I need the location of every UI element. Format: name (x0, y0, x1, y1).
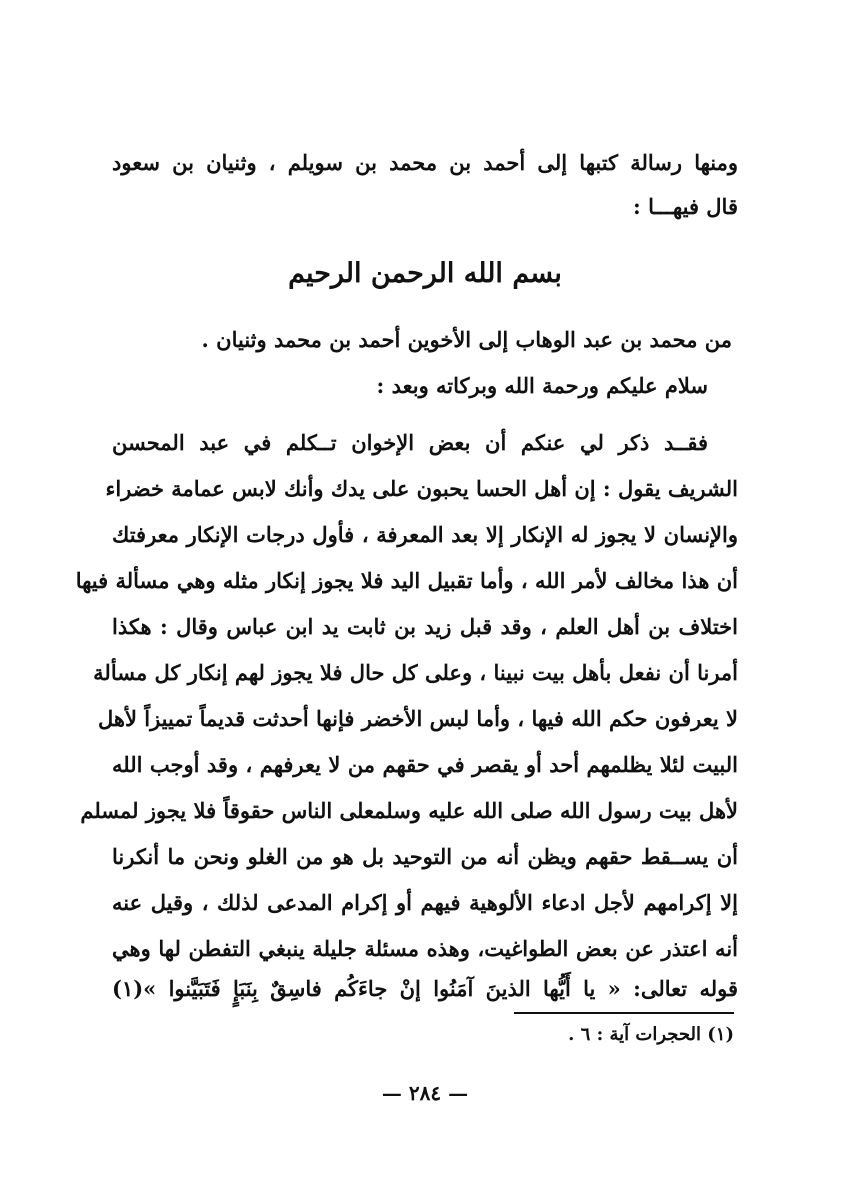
body-line-9: لأهل بيت رسول الله صلى الله عليه وسلمعلى الناس حقوقاً فلا يجوز لمسلم (80, 798, 738, 823)
body-line-3: والإنسان لا يجوز له الإنكار إلا بعد المعرفة ، فأول درجات الإنكار معرفتك (112, 522, 738, 547)
page-number: — ٢٨٤ — (381, 1081, 469, 1105)
body-line-12: أنه اعتذر عن بعض الطواغيت، وهذه مسئلة جليلة ينبغي التفطن لها وهي (112, 936, 738, 961)
intro-line-1: ومنها رسالة كتبها إلى أحمد بن محمد بن سويلم ، وثنيان بن سعود (112, 150, 738, 175)
intro-line-2: قال فيهـــا : (633, 194, 738, 219)
footnote-separator (514, 1012, 734, 1014)
body-line-10: أن يســقط حقهم ويظن أنه من التوحيد بل هو من الغلو ونحن ما أنكرنا (112, 844, 738, 869)
body-line-7: لا يعرفون حكم الله فيها ، وأما لبس الأخضر فإنها أحدثت قديماً تمييزاً لأهل (98, 706, 738, 731)
body-line-8: البيت لئلا يظلمهم أحد أو يقصر في حقهم من لا يعرفهم ، وقد أوجب الله (112, 752, 738, 777)
greeting-line: سلام عليكم ورحمة الله وبركاته وبعد : (376, 373, 708, 398)
body-line-6: أمرنا أن نفعل بأهل بيت نبينا ، وعلى كل حال فلا يجوز لهم إنكار كل مسألة (93, 660, 738, 685)
footnote: (١) الحجرات آية : ٦ . (568, 1024, 734, 1045)
basmala-heading: بسم الله الرحمن الرحيم (288, 258, 562, 289)
body-line-2: الشريف يقول : إن أهل الحسا يحبون على يدك وأنك لابس عمامة خضراء (105, 476, 738, 501)
body-line-4: أن هذا مخالف لأمر الله ، وأما تقبيل اليد فلا يجوز إنكار مثله وهي مسألة فيها (75, 568, 738, 593)
body-line-13: قوله تعالى: « يا أَيُّها الذينَ آمَنُوا إنْ جاءَكُم فاسِقٌ بِنَبَإٍ فَتَبَيَّنوا »(١) (112, 976, 738, 1001)
body-line-11: إلا إكرامهم لأجل ادعاء الألوهية فيهم أو إكرام المدعى لذلك ، وقيل عنه (112, 890, 738, 915)
body-line-1: فقــد ذكر لي عنكم أن بعض الإخوان تــكلم في عبد المحسن (112, 430, 708, 455)
address-line: من محمد بن عبد الوهاب إلى الأخوين أحمد بن محمد وثنيان . (201, 327, 732, 352)
body-line-5: اختلاف بن أهل العلم ، وقد قبل زيد بن ثابت يد ابن عباس وقال : هكذا (112, 614, 738, 639)
